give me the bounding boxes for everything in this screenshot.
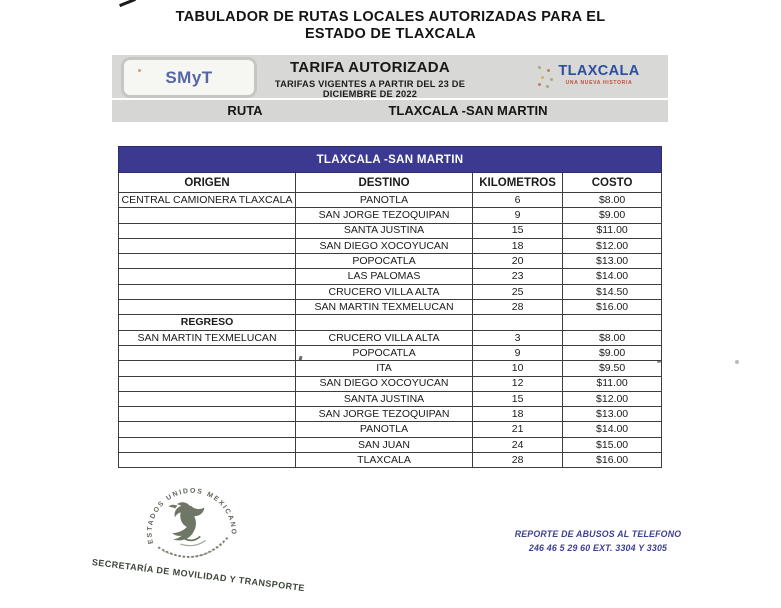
cell-km: 18: [473, 238, 563, 253]
scan-mark: [119, 0, 136, 7]
cell-destino: SAN JORGE TEZOQUIPAN: [296, 407, 473, 422]
smyt-logo-text: SMyT: [165, 67, 213, 87]
abuse-report-notice: [500, 527, 696, 555]
cell-origen: [119, 284, 296, 299]
col-header-kilometros: KILOMETROS: [473, 173, 563, 193]
table-row: [119, 193, 662, 208]
cell-km: 23: [473, 269, 563, 284]
cell-origen: [119, 437, 296, 452]
route-value: TLAXCALA -SAN MARTIN: [388, 103, 548, 118]
fare-table: [118, 146, 662, 468]
cell-km: 28: [473, 453, 563, 468]
cell-origen: CENTRAL CAMIONERA TLAXCALA: [119, 193, 296, 208]
cell-costo: [563, 315, 662, 330]
eagle-icon: [168, 499, 209, 548]
cell-origen: SAN MARTIN TEXMELUCAN: [119, 330, 296, 345]
cell-km: 18: [473, 407, 563, 422]
table-row: [119, 361, 662, 376]
col-header-origen: ORIGEN: [119, 173, 296, 193]
cell-origen: [119, 223, 296, 238]
scan-speck: [735, 360, 739, 364]
table-row: [119, 315, 662, 330]
table-row: [119, 208, 662, 223]
cell-km: 15: [473, 391, 563, 406]
cell-km: 15: [473, 223, 563, 238]
cell-destino: PANOTLA: [296, 193, 473, 208]
page-title-line1: TABULADOR DE RUTAS LOCALES AUTORIZADAS PARA EL: [175, 9, 606, 25]
table-row: [119, 223, 662, 238]
col-header-costo: COSTO: [563, 173, 662, 193]
cell-km: 6: [473, 193, 563, 208]
cell-destino: SAN MARTIN TEXMELUCAN: [296, 300, 473, 315]
cell-origen: [119, 453, 296, 468]
cell-km: 9: [473, 345, 563, 360]
cell-destino: TLAXCALA: [296, 453, 473, 468]
cell-km: 10: [473, 361, 563, 376]
table-header-row: [119, 173, 662, 193]
abuse-report-line2: 246 46 5 29 60 EXT. 3304 Y 3305: [528, 543, 668, 554]
cell-costo: $9.00: [563, 345, 662, 360]
table-row: [119, 422, 662, 437]
cell-destino: SAN JORGE TEZOQUIPAN: [296, 208, 473, 223]
table-row: [119, 269, 662, 284]
table-row: [119, 284, 662, 299]
page-title: [0, 9, 781, 44]
table-row: [119, 254, 662, 269]
table-row: [119, 453, 662, 468]
laurel-wreath: [158, 537, 230, 561]
cell-km: 20: [473, 254, 563, 269]
smyt-logo-dot: [138, 69, 141, 72]
header-banner: [112, 55, 668, 98]
cell-costo: $14.50: [563, 284, 662, 299]
table-row: [119, 437, 662, 452]
cell-origen: [119, 376, 296, 391]
cell-destino: SAN DIEGO XOCOYUCAN: [296, 238, 473, 253]
cell-costo: $14.00: [563, 269, 662, 284]
cell-destino: SANTA JUSTINA: [296, 223, 473, 238]
cell-origen: [119, 269, 296, 284]
table-row: [119, 238, 662, 253]
cell-km: 12: [473, 376, 563, 391]
cell-origen: REGRESO: [119, 315, 296, 330]
cell-costo: $11.00: [563, 223, 662, 238]
page-title-line2: ESTADO DE TLAXCALA: [304, 26, 477, 43]
cell-km: 25: [473, 284, 563, 299]
fare-table-body: [119, 193, 662, 468]
secretaria-caption: SECRETARÍA DE MOVILIDAD Y TRANSPORTE: [91, 557, 306, 594]
table-row: [119, 345, 662, 360]
table-title-row: [119, 147, 662, 173]
table-row: [119, 391, 662, 406]
cell-destino: PANOTLA: [296, 422, 473, 437]
cell-costo: $9.50: [563, 361, 662, 376]
cell-origen: [119, 391, 296, 406]
abuse-report-line1: REPORTE DE ABUSOS AL TELEFONO: [514, 529, 682, 539]
table-row: [119, 376, 662, 391]
cell-destino: SANTA JUSTINA: [296, 391, 473, 406]
cell-destino: [296, 315, 473, 330]
cell-costo: $8.00: [563, 193, 662, 208]
cell-origen: [119, 407, 296, 422]
cell-origen: [119, 422, 296, 437]
cell-km: 9: [473, 208, 563, 223]
cell-destino: CRUCERO VILLA ALTA: [296, 330, 473, 345]
cell-costo: $16.00: [563, 453, 662, 468]
cell-destino: ITA: [296, 361, 473, 376]
cell-destino: SAN DIEGO XOCOYUCAN: [296, 376, 473, 391]
tarifa-title: TARIFA AUTORIZADA: [289, 59, 451, 76]
cell-costo: $13.00: [563, 407, 662, 422]
cell-origen: [119, 208, 296, 223]
tlaxcala-logo-dots-icon: [538, 66, 541, 69]
table-row: [119, 407, 662, 422]
cell-costo: $16.00: [563, 300, 662, 315]
cell-costo: $14.00: [563, 422, 662, 437]
table-row: [119, 330, 662, 345]
cell-destino: SAN JUAN: [296, 437, 473, 452]
cell-costo: $11.00: [563, 376, 662, 391]
cell-origen: [119, 238, 296, 253]
tarifa-block: [248, 59, 492, 99]
cell-km: 28: [473, 300, 563, 315]
tarifa-subtitle: TARIFAS VIGENTES A PARTIR DEL 23 DE DICIEMBRE DE 2022: [274, 79, 466, 99]
cell-costo: $9.00: [563, 208, 662, 223]
cell-km: [473, 315, 563, 330]
tlaxcala-logo-text: TLAXCALA: [558, 63, 640, 79]
cell-destino: POPOCATLA: [296, 254, 473, 269]
col-header-destino: DESTINO: [296, 173, 473, 193]
cell-destino: POPOCATLA: [296, 345, 473, 360]
cell-origen: [119, 254, 296, 269]
cell-costo: $12.00: [563, 391, 662, 406]
cell-costo: $8.00: [563, 330, 662, 345]
cell-destino: CRUCERO VILLA ALTA: [296, 284, 473, 299]
smyt-logo: [121, 57, 257, 98]
cell-origen: [119, 361, 296, 376]
route-label: RUTA: [227, 103, 263, 118]
cell-origen: [119, 300, 296, 315]
cell-costo: $13.00: [563, 254, 662, 269]
cell-origen: [119, 345, 296, 360]
tlaxcala-logo-tagline: UNA NUEVA HISTORIA: [565, 80, 633, 86]
table-title: TLAXCALA -SAN MARTIN: [119, 147, 662, 173]
cell-km: 24: [473, 437, 563, 452]
cell-costo: $15.00: [563, 437, 662, 452]
table-row: [119, 300, 662, 315]
cell-costo: $12.00: [563, 238, 662, 253]
seal-arc-text: ESTADOS UNIDOS MEXICANOS: [132, 481, 237, 545]
route-bar: [112, 100, 668, 122]
cell-destino: LAS PALOMAS: [296, 269, 473, 284]
cell-km: 3: [473, 330, 563, 345]
tlaxcala-logo: [538, 63, 660, 86]
cell-km: 21: [473, 422, 563, 437]
